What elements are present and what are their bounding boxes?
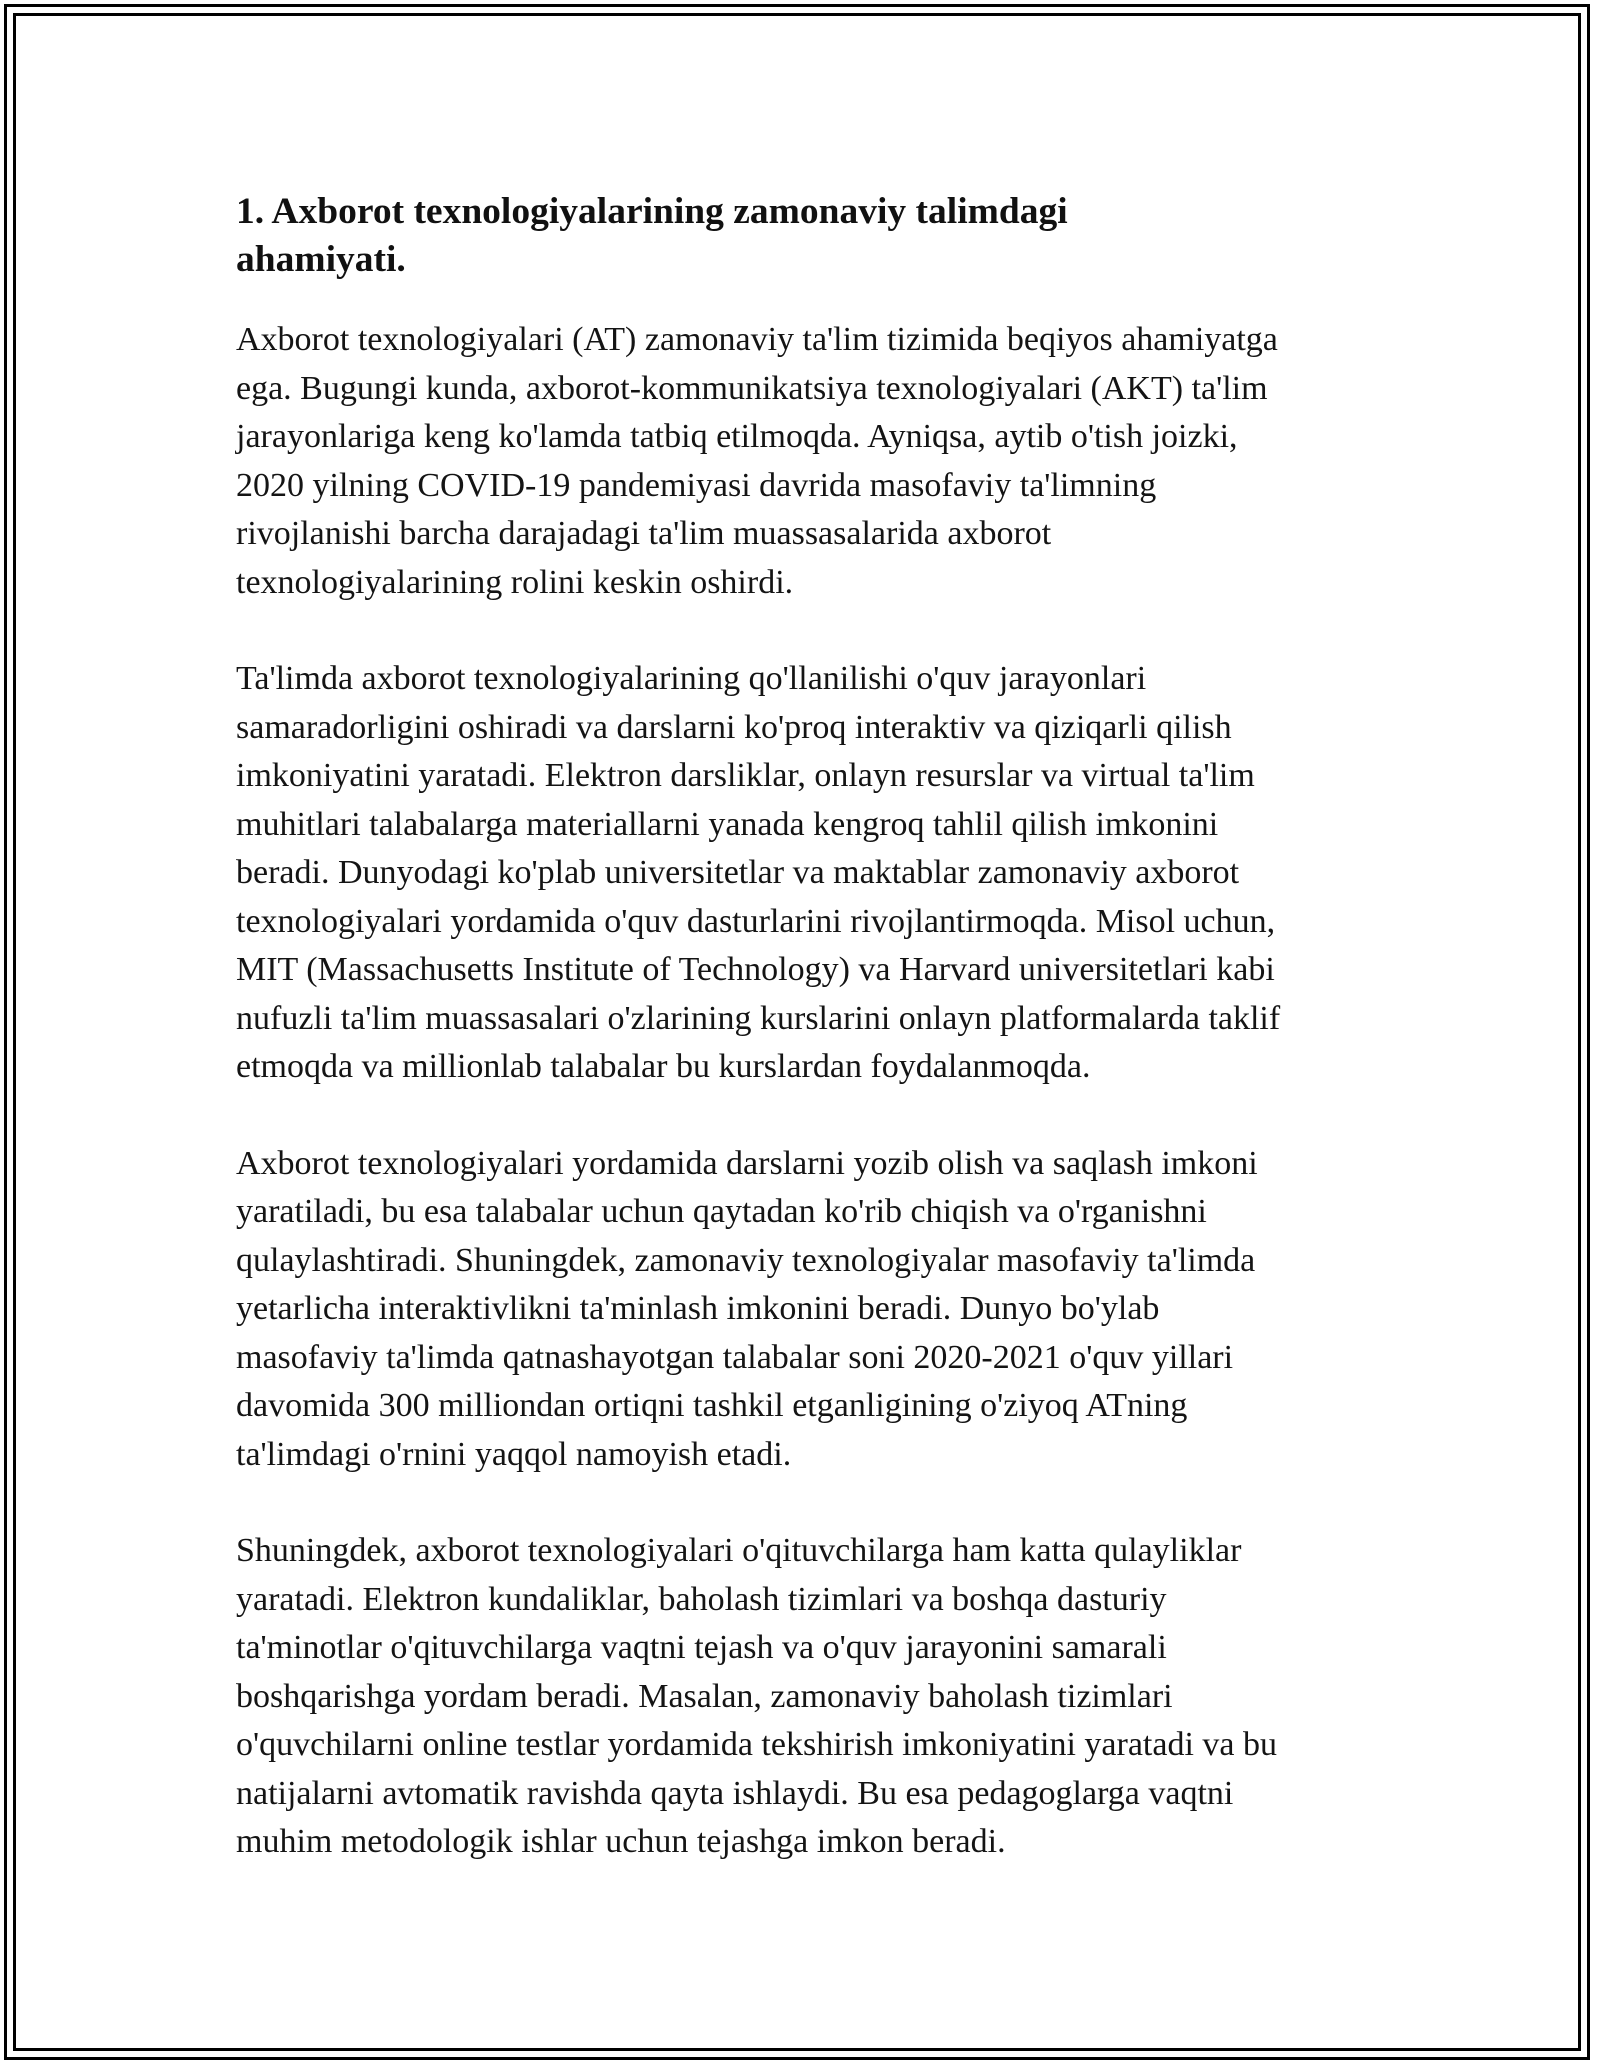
text-line: masofaviy ta'limda qatnashayotgan talabalar soni 2020-2021 o'quv yillari (236, 1338, 1234, 1376)
text-line: o'quvchilarni online testlar yordamida tekshirish imkoniyatini yaratadi va bu (236, 1726, 1277, 1763)
text-line: muhitlari talabalarga materiallarni yanada kengroq tahlil qilish imkonini (236, 805, 1219, 843)
text-line: yetarlicha interaktivlikni ta'minlash imkonini beradi. Dunyo bo'ylab (236, 1290, 1160, 1327)
document-body (236, 188, 1366, 1867)
heading-line: ahamiyati. (236, 239, 406, 280)
paragraph-3 (236, 1140, 1366, 1480)
text-line: imkoniyatini yaratadi. Elektron darsliklar, onlayn resurslar va virtual ta'lim (236, 757, 1255, 794)
text-line: beradi. Dunyodagi ko'plab universitetlar va maktablar zamonaviy axborot (236, 854, 1240, 891)
text-line: boshqarishga yordam beradi. Masalan, zamonaviy baholash tizimlari (236, 1677, 1173, 1715)
text-line: Shuningdek, axborot texnologiyalari o'qituvchilarga ham katta qulayliklar (236, 1532, 1242, 1569)
text-line: davomida 300 milliondan ortiqni tashkil etganligining o'ziyoq ATning (236, 1387, 1188, 1424)
text-line: nufuzli ta'lim muassasalari o'zlarining kurslarini onlayn platformalarda taklif (236, 999, 1281, 1037)
section-heading (236, 188, 1366, 284)
text-line: texnologiyalari yordamida o'quv dasturlarini rivojlantirmoqda. Misol uchun, (236, 902, 1276, 940)
text-line: muhim metodologik ishlar uchun tejashga imkon beradi. (236, 1823, 1006, 1860)
text-line: ta'limdagi o'rnini yaqqol namoyish etadi. (236, 1435, 792, 1473)
text-line: yaratiladi, bu esa talabalar uchun qaytadan ko'rib chiqish va o'rganishni (236, 1193, 1207, 1230)
paragraph-4 (236, 1527, 1366, 1867)
text-line: texnologiyalarining rolini keskin oshirdi. (236, 563, 794, 601)
paragraph-2 (236, 655, 1366, 1092)
text-line: Axborot texnologiyalari yordamida darslarni yozib olish va saqlash imkoni (236, 1144, 1258, 1182)
text-line: ta'minotlar o'qituvchilarga vaqtni tejash va o'quv jarayonini samarali (236, 1629, 1167, 1666)
text-line: jarayonlariga keng ko'lamda tatbiq etilmoqda. Ayniqsa, aytib o'tish joizki, (236, 418, 1238, 455)
text-line: Axborot texnologiyalari (AT) zamonaviy ta'lim tizimida beqiyos ahamiyatga (236, 321, 1278, 358)
text-line: ega. Bugungi kunda, axborot-kommunikatsiya texnologiyalari (AKT) ta'lim (236, 369, 1268, 407)
text-line: rivojlanishi barcha darajadagi ta'lim muassasalarida axborot (236, 515, 1052, 552)
text-line: samaradorligini oshiradi va darslarni ko'proq interaktiv va qiziqarli qilish (236, 708, 1232, 746)
text-line: yaratadi. Elektron kundaliklar, baholash tizimlari va boshqa dasturiy (236, 1580, 1167, 1618)
paragraph-1 (236, 316, 1366, 607)
text-line: natijalarni avtomatik ravishda qayta ishlaydi. Bu esa pedagoglarga vaqtni (236, 1774, 1234, 1812)
heading-line: 1. Axborot texnologiyalarining zamonaviy talimdagi (236, 191, 1068, 232)
text-line: qulaylashtiradi. Shuningdek, zamonaviy texnologiyalar masofaviy ta'limda (236, 1241, 1256, 1279)
text-line: 2020 yilning COVID-19 pandemiyasi davrida masofaviy ta'limning (236, 466, 1157, 504)
text-line: Ta'limda axborot texnologiyalarining qo'llanilishi o'quv jarayonlari (236, 660, 1147, 697)
text-line: MIT (Massachusetts Institute of Technology) va Harvard universitetlari kabi (236, 951, 1275, 988)
text-line: etmoqda va millionlab talabalar bu kurslardan foydalanmoqda. (236, 1048, 1091, 1085)
